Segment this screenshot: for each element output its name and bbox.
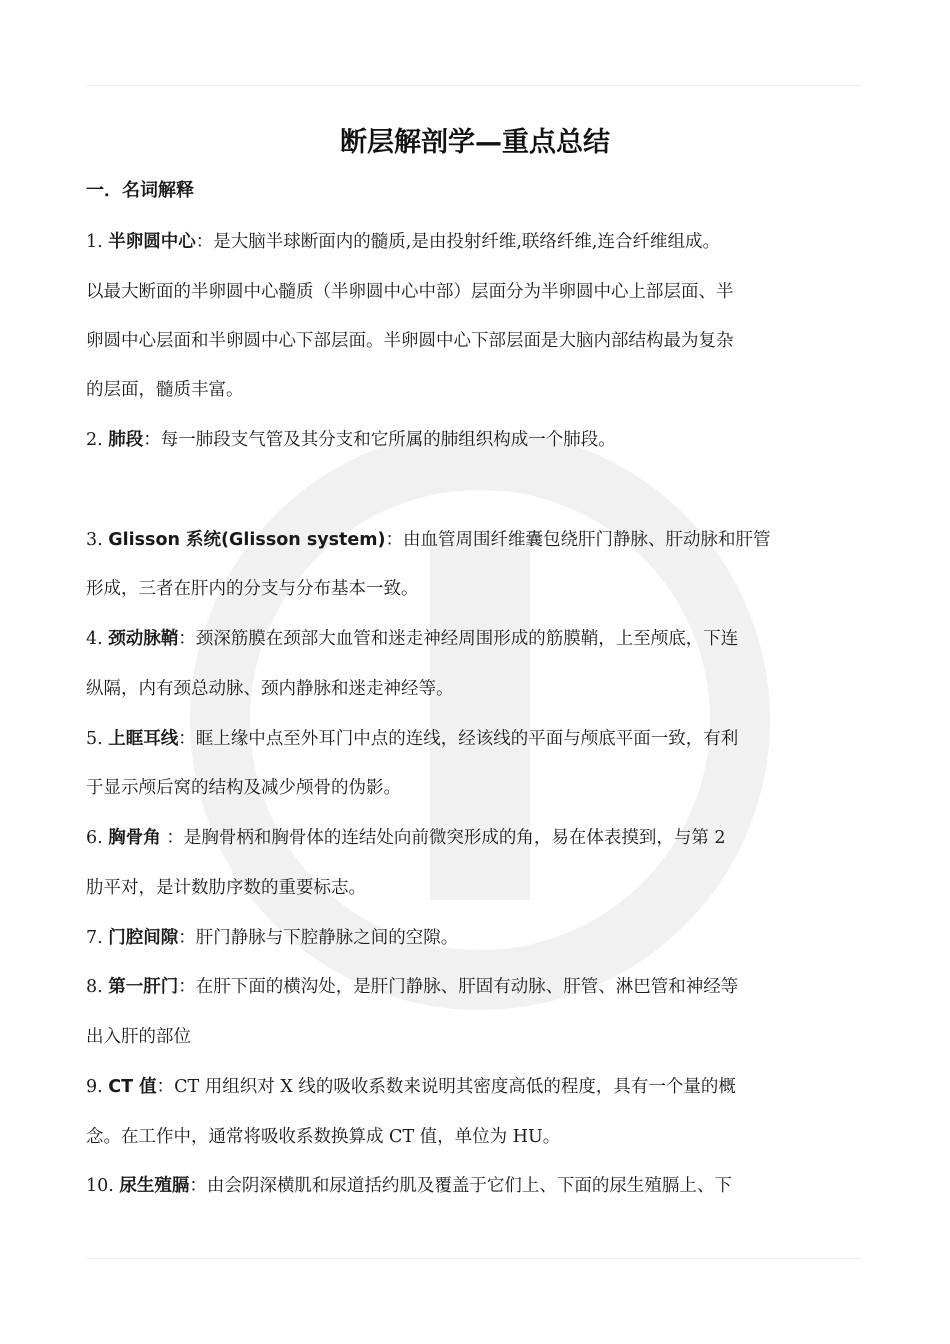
entry-term: 肺段 bbox=[108, 430, 144, 450]
entry-separator: ： bbox=[178, 729, 196, 749]
entry-separator: ： bbox=[178, 977, 196, 997]
entry-separator: ： bbox=[178, 629, 196, 649]
entry-4-line-2: 纵隔，内有颈总动脉、颈内静脉和迷走神经等。 bbox=[86, 679, 454, 699]
entry-number: 2. bbox=[86, 430, 103, 450]
entry-term: 尿生殖膈 bbox=[119, 1176, 190, 1196]
entry-text: CT 用组织对 X 线的吸收系数来说明其密度高低的程度，具有一个量的概 bbox=[174, 1077, 736, 1097]
entry-5-line-1 bbox=[86, 726, 876, 752]
entry-8-line-2: 出入肝的部位 bbox=[86, 1027, 191, 1047]
entry-text: 是胸骨柄和胸骨体的连结处向前微突形成的角，易在体表摸到，与第 2 bbox=[183, 828, 726, 848]
entry-text: 由会阴深横肌和尿道括约肌及覆盖于它们上、下面的尿生殖膈上、下 bbox=[206, 1176, 732, 1196]
entry-separator: ： bbox=[195, 232, 214, 252]
entry-text: 眶上缘中点至外耳门中点的连线，经该线的平面与颅底平面一致，有利 bbox=[195, 729, 739, 749]
entry-9-line-2: 念。在工作中，通常将吸收系数换算成 CT 值，单位为 HU。 bbox=[86, 1127, 561, 1147]
entry-4-line-1 bbox=[86, 626, 876, 652]
entry-separator: ： bbox=[143, 430, 161, 450]
section-heading: 一．名词解释 bbox=[86, 180, 194, 201]
entry-number: 6. bbox=[86, 828, 103, 848]
entry-number: 5. bbox=[86, 729, 103, 749]
entry-number: 10. bbox=[86, 1176, 114, 1196]
entry-separator: ： bbox=[160, 828, 184, 848]
entry-3-line-1 bbox=[86, 527, 876, 553]
entry-6-line-1 bbox=[86, 825, 876, 851]
footer-divider bbox=[86, 1258, 862, 1259]
entry-1-line-3: 卵圆中心层面和半卵圆中心下部层面。半卵圆中心下部层面是大脑内部结构最为复杂 bbox=[86, 331, 734, 351]
entry-term: 胸骨角 bbox=[108, 828, 161, 848]
entry-term: 门腔间隙 bbox=[108, 928, 179, 948]
entry-number: 8. bbox=[86, 977, 103, 997]
entry-term: 第一肝门 bbox=[108, 977, 179, 997]
entry-number: 3. bbox=[86, 530, 103, 550]
entry-term: Glisson 系统(Glisson system) bbox=[108, 530, 386, 550]
entry-text: 由血管周围纤维囊包绕肝门静脉、肝动脉和肝管 bbox=[403, 530, 771, 550]
entry-text: 颈深筋膜在颈部大血管和迷走神经周围形成的筋膜鞘，上至颅底，下连 bbox=[195, 629, 739, 649]
entry-5-line-2: 于显示颅后窝的结构及减少颅骨的伪影。 bbox=[86, 778, 401, 798]
entry-term: 半卵圆中心 bbox=[108, 232, 196, 252]
entry-10-line-1 bbox=[86, 1173, 876, 1199]
entry-number: 9. bbox=[86, 1077, 103, 1097]
header-divider bbox=[86, 85, 862, 86]
entry-text: 是大脑半球断面内的髓质,是由投射纤维,联络纤维,连合纤维组成。 bbox=[213, 232, 720, 252]
entry-text: 在肝下面的横沟处，是肝门静脉、肝固有动脉、肝管、淋巴管和神经等 bbox=[195, 977, 739, 997]
entry-separator: ： bbox=[189, 1176, 207, 1196]
entry-separator: ： bbox=[156, 1077, 175, 1097]
entry-separator: ： bbox=[178, 928, 196, 948]
entry-2-line-1 bbox=[86, 427, 876, 453]
entry-3-line-2: 形成，三者在肝内的分支与分布基本一致。 bbox=[86, 579, 419, 599]
entry-1-line-4: 的层面，髓质丰富。 bbox=[86, 380, 244, 400]
entry-term: CT 值 bbox=[108, 1077, 157, 1097]
entry-7-line-1 bbox=[86, 925, 876, 951]
entry-1-line-2: 以最大断面的半卵圆中心髓质（半卵圆中心中部）层面分为半卵圆中心上部层面、半 bbox=[86, 282, 734, 302]
entry-number: 4. bbox=[86, 629, 103, 649]
entry-text: 肝门静脉与下腔静脉之间的空隙。 bbox=[195, 928, 459, 948]
entry-text: 每一肺段支气管及其分支和它所属的肺组织构成一个肺段。 bbox=[160, 430, 616, 450]
entry-number: 1. bbox=[86, 232, 103, 252]
entry-6-line-2: 肋平对，是计数肋序数的重要标志。 bbox=[86, 878, 366, 898]
entry-9-line-1 bbox=[86, 1074, 876, 1100]
page-title: 断层解剖学—重点总结 bbox=[340, 127, 610, 158]
entry-8-line-1 bbox=[86, 974, 876, 1000]
entry-separator: ： bbox=[385, 530, 404, 550]
entry-term: 上眶耳线 bbox=[108, 729, 179, 749]
entry-term: 颈动脉鞘 bbox=[108, 629, 179, 649]
entry-1-line-1 bbox=[86, 229, 876, 255]
entry-number: 7. bbox=[86, 928, 103, 948]
